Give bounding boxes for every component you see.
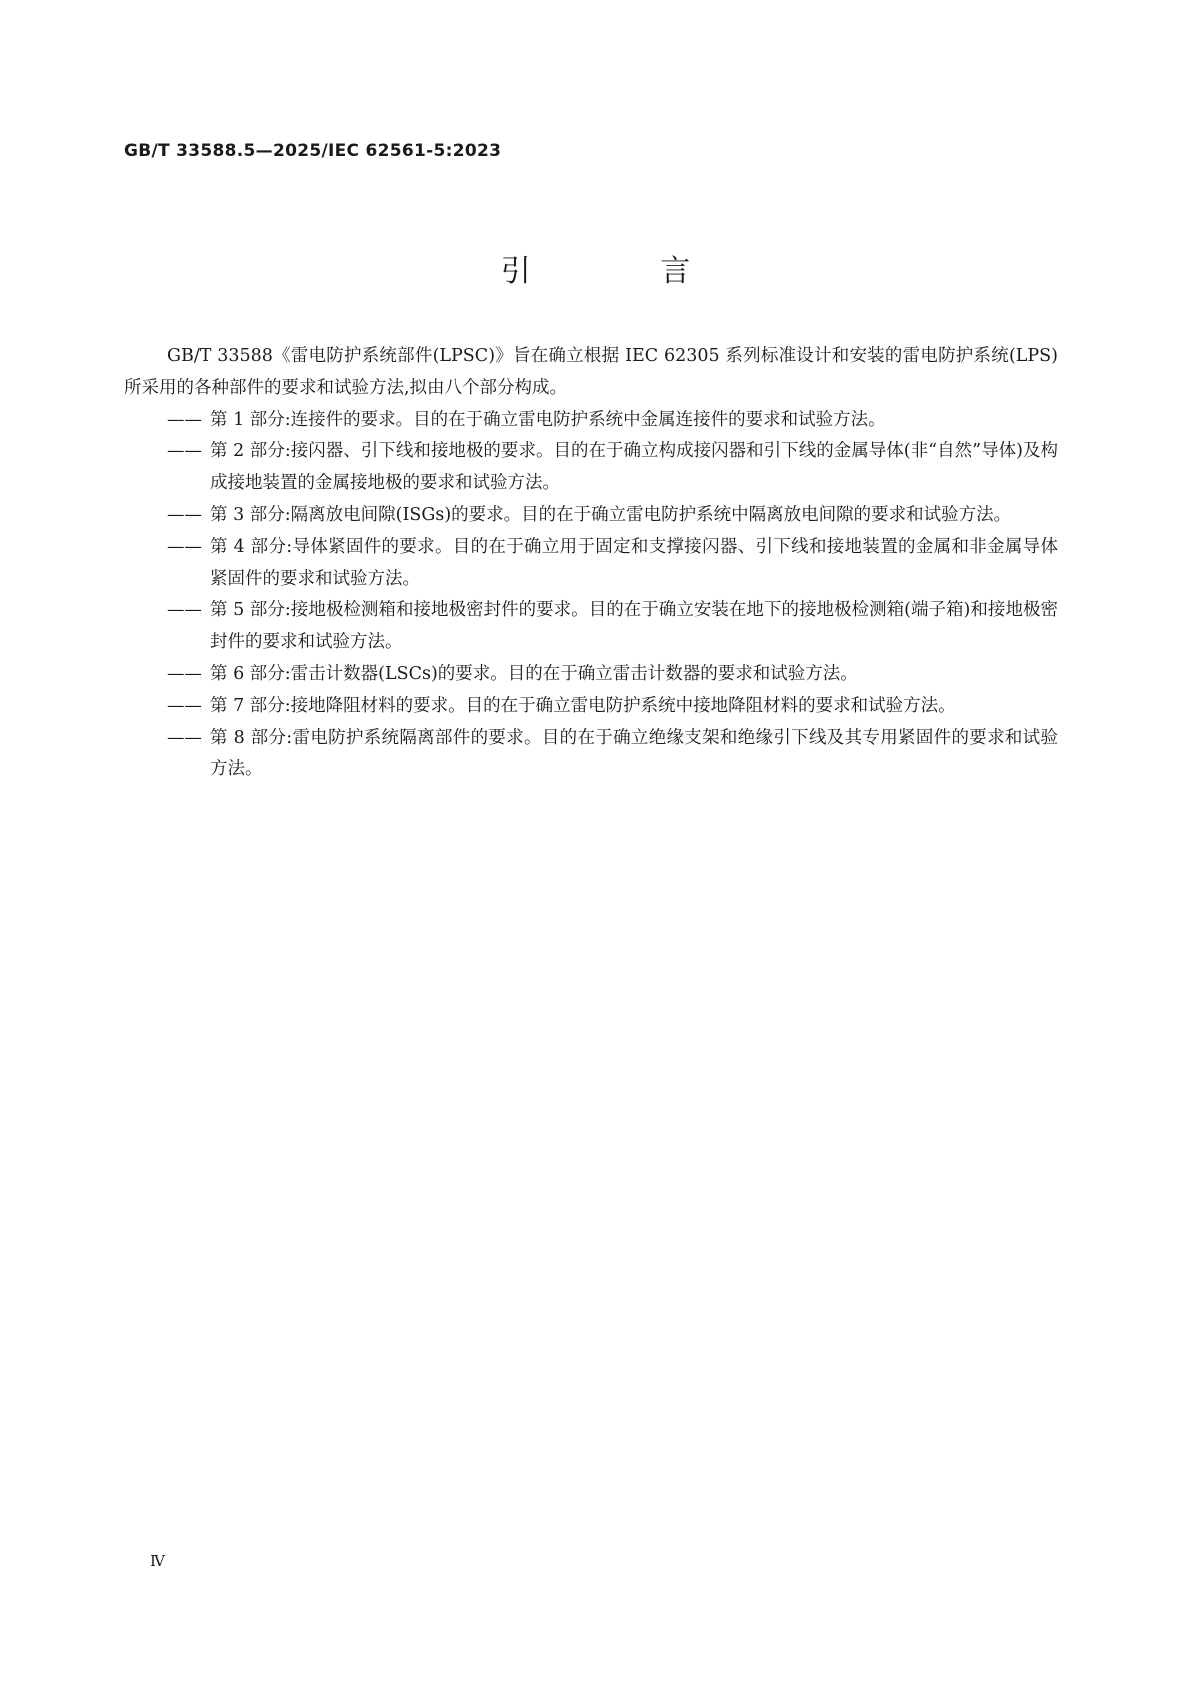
list-item xyxy=(124,405,1058,437)
list-item xyxy=(124,595,1058,659)
document-header xyxy=(124,141,501,161)
list-item xyxy=(124,500,1058,532)
dash-marker: —— xyxy=(167,663,202,684)
list-item-text: 第 4 部分:导体紧固件的要求。目的在于确立用于固定和支撑接闪器、引下线和接地装置的金属和非金属导体紧固件的要求和试验方法。 xyxy=(210,536,1058,589)
list-item-text: 第 7 部分:接地降阻材料的要求。目的在于确立雷电防护系统中接地降阻材料的要求和试验方法。 xyxy=(210,695,956,716)
list-item xyxy=(124,691,1058,723)
list-item-text: 第 5 部分:接地极检测箱和接地极密封件的要求。目的在于确立安装在地下的接地极检测箱(端子箱)和接地极密封件的要求和试验方法。 xyxy=(210,600,1058,653)
dash-marker: —— xyxy=(167,727,202,748)
dash-marker: —— xyxy=(167,441,202,462)
dash-marker: —— xyxy=(167,409,202,430)
document-body xyxy=(124,341,1058,786)
list-item-text: 第 1 部分:连接件的要求。目的在于确立雷电防护系统中金属连接件的要求和试验方法。 xyxy=(210,409,886,430)
dash-marker: —— xyxy=(167,504,202,525)
standard-code: GB/T 33588.5—2025/IEC 62561-5:2023 xyxy=(124,141,502,161)
list-item-text: 第 3 部分:隔离放电间隙(ISGs)的要求。目的在于确立雷电防护系统中隔离放电间隙的要求和试验方法。 xyxy=(210,504,1012,525)
list-item xyxy=(124,436,1058,500)
list-item xyxy=(124,723,1058,787)
list-item xyxy=(124,659,1058,691)
list-item-text: 第 8 部分:雷电防护系统隔离部件的要求。目的在于确立绝缘支架和绝缘引下线及其专用紧固件的要求和试验方法。 xyxy=(210,727,1058,780)
dash-marker: —— xyxy=(167,600,202,621)
list-item-text: 第 6 部分:雷击计数器(LSCs)的要求。目的在于确立雷击计数器的要求和试验方法。 xyxy=(210,663,858,684)
dash-marker: —— xyxy=(167,695,202,716)
dash-marker: —— xyxy=(167,536,202,557)
page-number: Ⅳ xyxy=(150,1552,165,1570)
list-item-text: 第 2 部分:接闪器、引下线和接地极的要求。目的在于确立构成接闪器和引下线的金属导体(非“自然”导体)及构成接地装置的金属接地极的要求和试验方法。 xyxy=(210,441,1058,494)
page-title: 引 言 xyxy=(500,254,751,289)
list-item xyxy=(124,532,1058,596)
intro-paragraph: GB/T 33588《雷电防护系统部件(LPSC)》旨在确立根据 IEC 62305 系列标准设计和安装的雷电防护系统(LPS)所采用的各种部件的要求和试验方法,拟由八个部分构成。 xyxy=(124,346,1058,398)
